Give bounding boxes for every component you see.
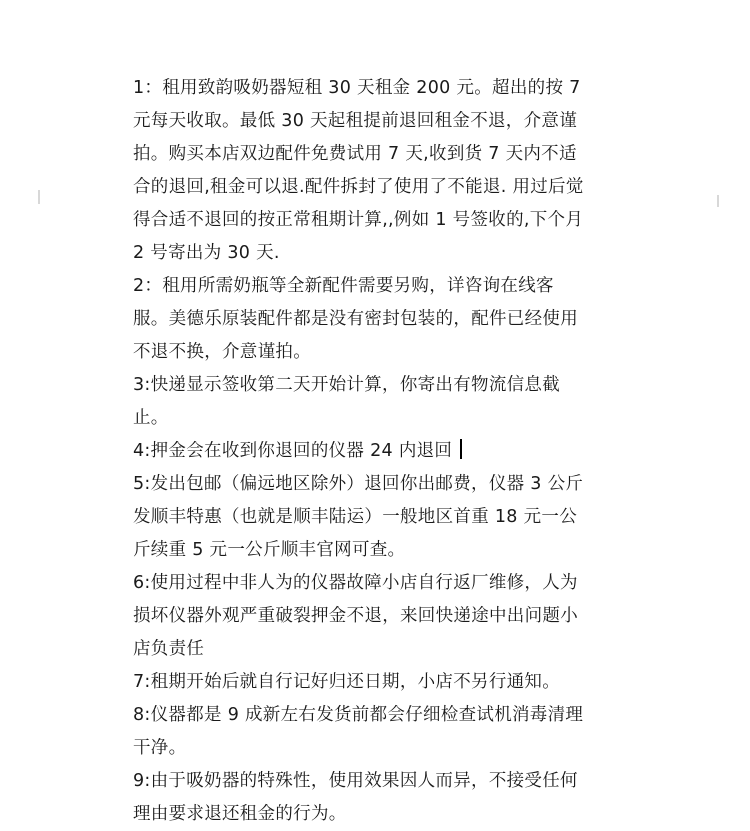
rental-terms-document [133, 72, 585, 831]
edge-mark-right [717, 195, 719, 207]
term-4[interactable] [133, 435, 585, 468]
term-9: 9:由于吸奶器的特殊性，使用效果因人而异，不接受任何理由要求退还租金的行为。 [133, 771, 578, 824]
text-cursor [460, 439, 462, 459]
term-1: 1：租用致韵吸奶器短租 30 天租金 200 元。超出的按 7 元每天收取。最低 30 天起租提前退回租金不退，介意谨拍。购买本店双边配件免费试用 7 天,收到货 7 天内不适合的退回,租金可以退.配件拆封了使用了不能退. 用过后觉得合适不退回的按正常租期计算,,例如 1 号签收的,下个月 2 号寄出为 30 天. [133, 78, 584, 263]
term-7: 7:租期开始后就自行记好归还日期，小店不另行通知。 [133, 672, 561, 692]
term-3: 3:快递显示签收第二天开始计算，你寄出有物流信息截止。 [133, 375, 561, 428]
term-5: 5:发出包邮（偏远地区除外）退回你出邮费，仪器 3 公斤发顺丰特惠（也就是顺丰陆运）一般地区首重 18 元一公斤续重 5 元一公斤顺丰官网可查。 [133, 474, 584, 560]
term-2: 2：租用所需奶瓶等全新配件需要另购，详咨询在线客服。美德乐原装配件都是没有密封包装的，配件已经使用不退不换，介意谨拍。 [133, 276, 578, 362]
term-8: 8:仪器都是 9 成新左右发货前都会仔细检查试机消毒清理干净。 [133, 705, 584, 758]
term-4-text: 4:押金会在收到你退回的仪器 24 内退回 [133, 441, 453, 461]
edge-mark-left [38, 190, 40, 204]
term-6: 6:使用过程中非人为的仪器故障小店自行返厂维修，人为损坏仪器外观严重破裂押金不退，来回快递途中出问题小店负责任 [133, 573, 578, 659]
